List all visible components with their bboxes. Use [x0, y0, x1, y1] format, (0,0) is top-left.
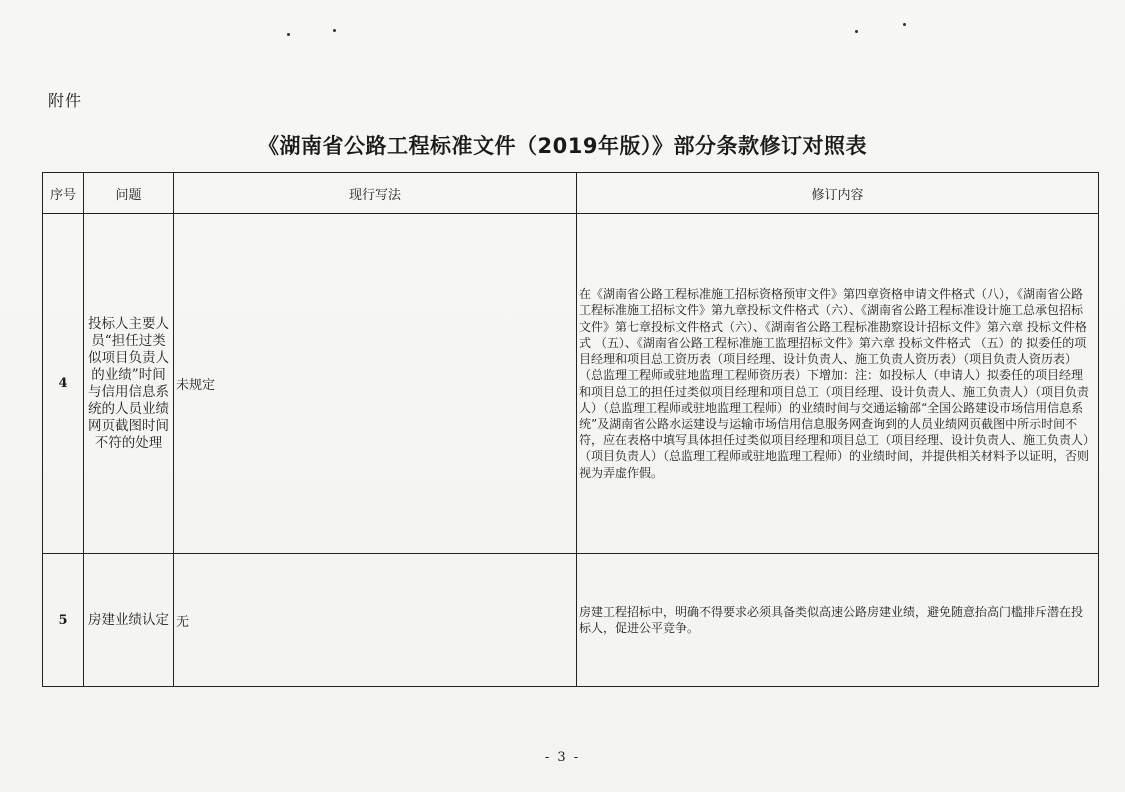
scan-speck [287, 33, 290, 36]
row-number: 5 [43, 554, 84, 687]
header-revision: 修订内容 [577, 173, 1099, 214]
header-number: 序号 [43, 173, 84, 214]
row-revision: 在《湖南省公路工程标准施工招标资格预审文件》第四章资格申请文件格式（八），《湖南省公路工程标准施工招标文件》第九章投标文件格式（六）、《湖南省公路工程标准设计施工总承包招标文件》第七章投标文件格式（六）、《湖南省公路工程标准勘察设计招标文件》第六章 投标文件格式 （五）、《湖南省公路工程标准施工监理招标文件》第六章 投标文件格式 （五）的 拟委任的项目经理和项目总工资历表（项目经理、设计负责人、施工负责人资历表）（项目负责人资历表）（总监理工程师或驻地监理工程师资历表）下增加：注：如投标人（申请人）拟委任的项目经理和项目总工的担任过类似项目经理和项目总工（项目经理、设计负责人、施工负责人）（项目负责人）（总监理工程师或驻地监理工程师）的业绩时间与交通运输部“全国公路建设市场信用信息系统”及湖南省公路水运建设与运输市场信用信息服务网查询到的人员业绩网页截图中所示时间不符，应在表格中填写具体担任过类似项目经理和项目总工（项目经理、设计负责人、施工负责人）（项目负责人）（总监理工程师或驻地监理工程师）的业绩时间，并提供相关材料予以证明，否则视为弄虚作假。 [577, 214, 1099, 554]
attachment-label: 附件 [48, 91, 83, 110]
row-issue: 投标人主要人员“担任过类似项目负责人的业绩”时间与信用信息系统的人员业绩网页截图时间不符的处理 [84, 214, 174, 554]
row-issue: 房建业绩认定 [84, 554, 174, 687]
document-title: 《湖南省公路工程标准文件（2019年版）》部分条款修订对照表 [258, 134, 867, 158]
row-current: 无 [174, 554, 577, 687]
revision-comparison-table [42, 172, 1099, 687]
scan-speck [333, 29, 336, 32]
row-number: 4 [43, 214, 84, 554]
table-row [43, 554, 1099, 687]
scan-speck [903, 23, 906, 26]
table-row [43, 214, 1099, 554]
page-number: - 3 - [544, 750, 581, 765]
row-current: 未规定 [174, 214, 577, 554]
header-current: 现行写法 [174, 173, 577, 214]
row-revision: 房建工程招标中，明确不得要求必须具备类似高速公路房建业绩，避免随意抬高门槛排斥潜在投标人，促进公平竞争。 [577, 554, 1099, 687]
scan-speck [855, 30, 858, 33]
header-issue: 问题 [84, 173, 174, 214]
table-header-row [43, 173, 1099, 214]
